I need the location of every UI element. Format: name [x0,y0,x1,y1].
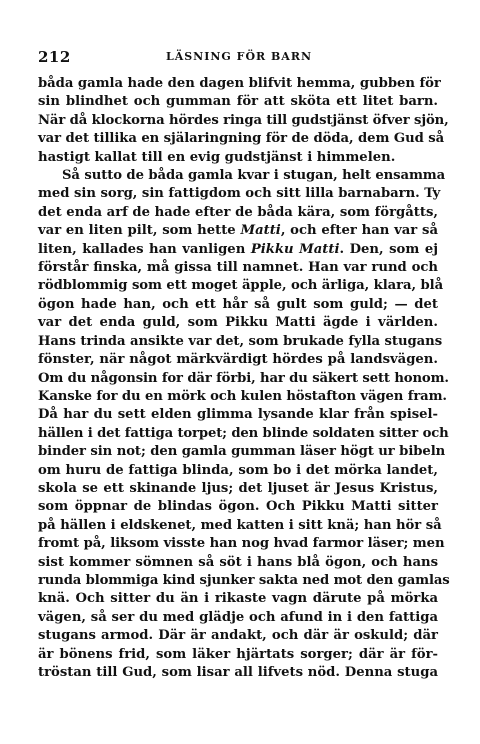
text-line: om huru de fattiga blinda, som bo i det mörka landet, [38,462,438,478]
text-line: med sin sorg, sin fattigdom och sitt lilla barnabarn. Ty [38,186,441,202]
body-text [38,75,450,682]
page-number: 212 [38,48,71,66]
text-line: Om du någonsin for där förbi, har du säkert sett honom. [38,370,449,386]
text-line: fönster, när något märkvärdigt hördes på landsvägen. [38,352,438,368]
text-line: tröstan till Gud, som lisar all lifvets nöd. Denna stuga [38,665,438,680]
text-line: som öppnar de blindas ögon. Och Pikku Matti sitter [38,499,438,515]
text-line: båda gamla hade den dagen blifvit hemma, gubben för [38,76,441,91]
text-line: är bönens frid, som läker hjärtats sorger; där är för- [38,646,438,662]
text-line: var det tillika en själaringning för de döda, dem Gud så [38,131,445,147]
text-line: knä. Och sitter du än i rikaste vagn därute på mörka [38,591,438,607]
text-line: sist kommer sömnen så söt i hans blå ögon, och hans [38,554,438,570]
text-line: vägen, så ser du med glädje och afund in i den fattiga [38,609,438,625]
text-line: Kanske for du en mörk och kulen höstafton vägen fram. [38,388,447,404]
text-line: hällen i det fattiga torpet; den blinde soldaten sitter och [38,425,449,441]
text-line: binder sin not; den gamla gumman läser högt ur bibeln [38,444,446,460]
running-head: LÄSNING FÖR BARN [165,50,313,63]
text-line: Hans trinda ansikte var det, som brukade fylla stugans [38,333,443,349]
text-line: Så sutto de båda gamla kvar i stugan, helt ensamma [62,168,446,184]
page-header [38,48,440,68]
text-line: skola se ett skinande ljus; det ljuset är Jesus Kristus, [38,480,438,496]
text-line: liten, kallades han vanligen Pikku Matti. Den, som ej [38,241,438,257]
text-line: Då har du sett elden glimma lysande klar från spisel- [38,407,438,423]
text-line: rödblommig som ett moget äpple, och ärliga, klara, blå [38,278,444,294]
text-line: När då klockorna hördes ringa till gudstjänst öfver sjön, [38,112,449,128]
text-line: det enda arf de hade efter de båda kära, som förgåtts, [38,204,438,220]
text-line: var en liten pilt, som hette Matti, och efter han var så [38,223,438,239]
italic-name: Matti [240,223,281,239]
text-line: sin blindhet och gumman för att sköta ett litet barn. [38,94,438,110]
text-line: på hällen i eldskenet, med katten i sitt knä; han hör så [38,517,442,533]
italic-name: Pikku Matti [250,241,340,257]
text-line: förstår finska, må gissa till namnet. Han var rund och [38,260,438,276]
text-line: fromt på, liksom visste han nog hvad farmor läser; men [38,536,445,552]
text-line: ögon hade han, och ett hår så gult som guld; — det [38,296,438,312]
text-line: runda blommiga kind sjunker sakta ned mot den gamlas [38,572,450,588]
text-line: var det enda guld, som Pikku Matti ägde i världen. [38,315,438,331]
text-line: stugans armod. Där är andakt, och där är oskuld; där [38,628,438,644]
text-line: hastigt kallat till en evig gudstjänst i himmelen. [38,149,396,165]
